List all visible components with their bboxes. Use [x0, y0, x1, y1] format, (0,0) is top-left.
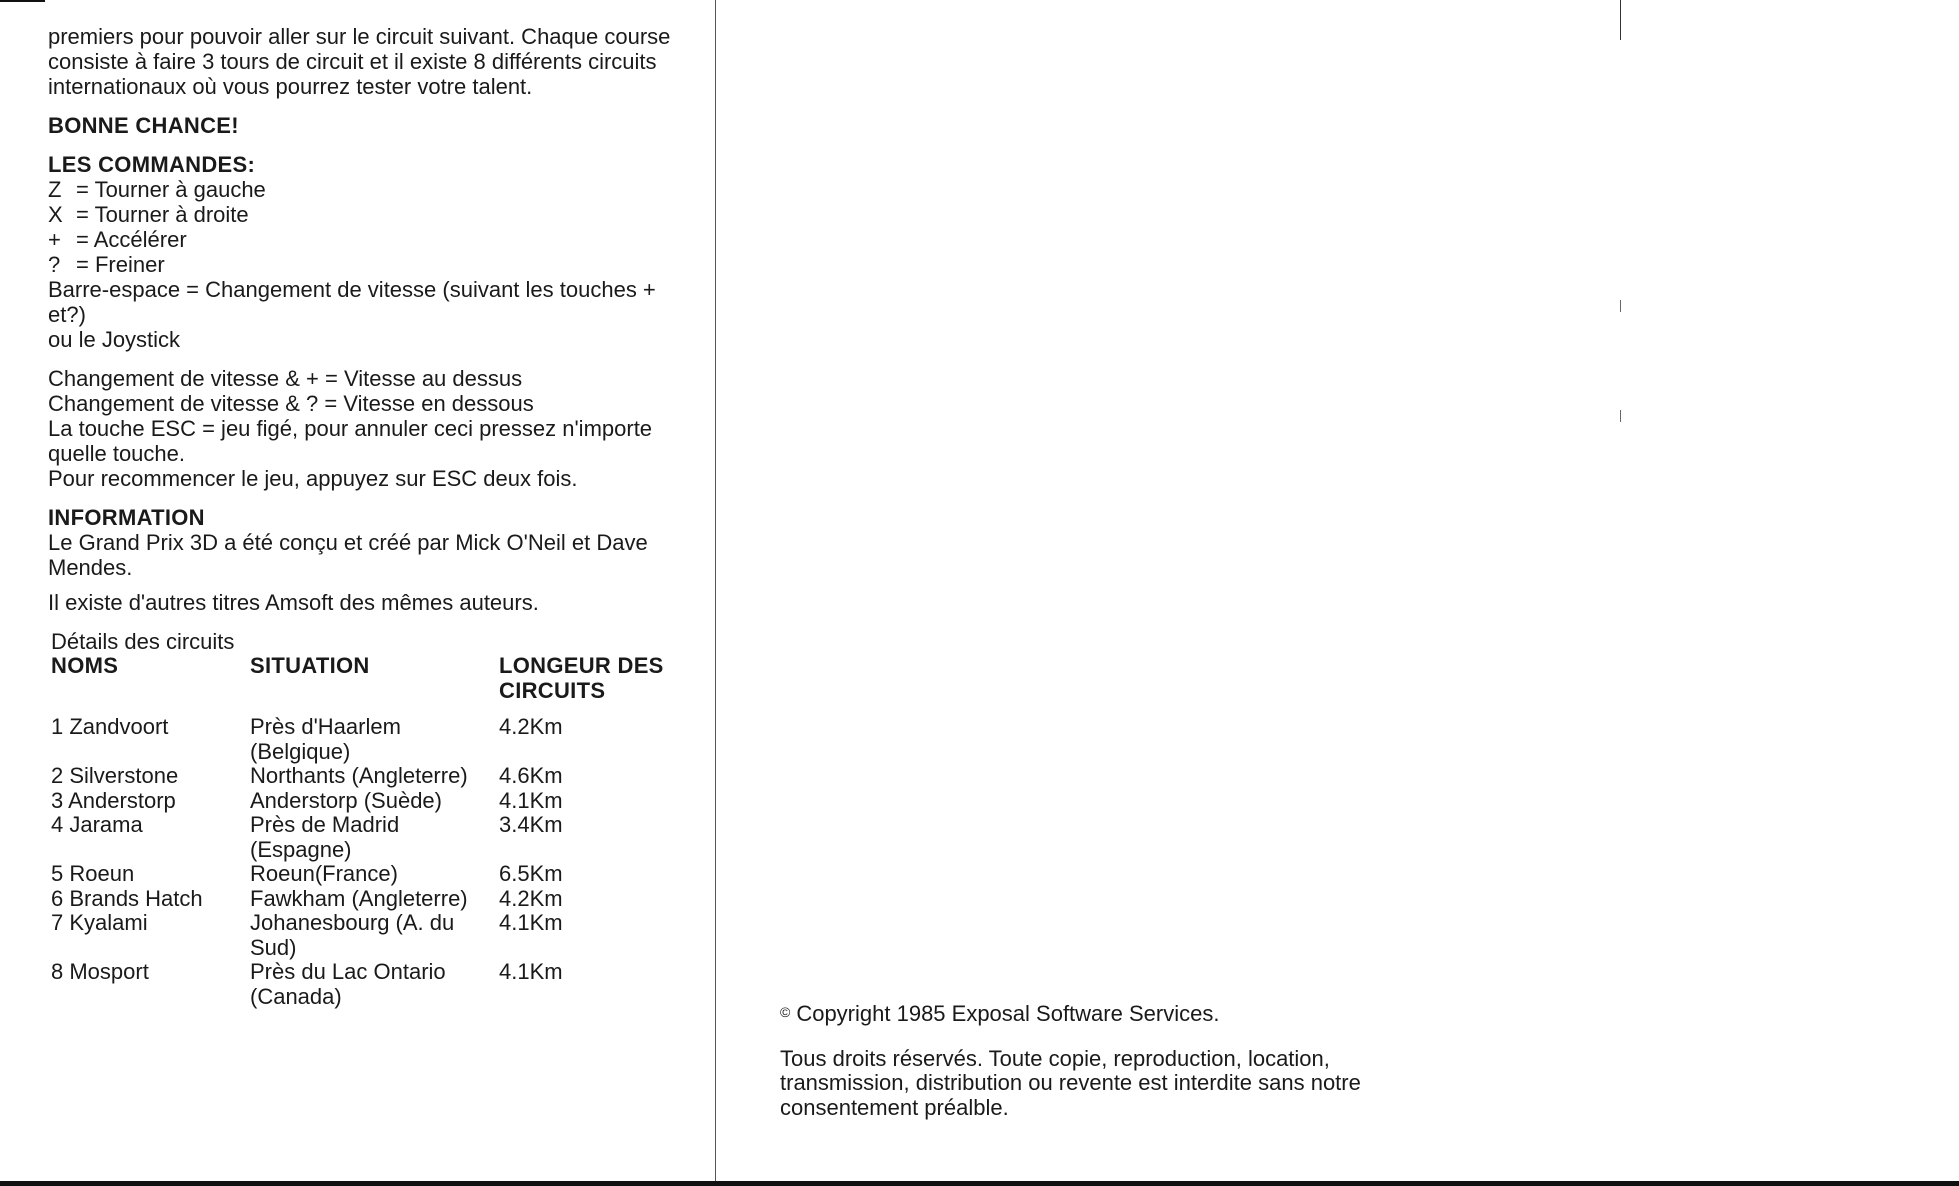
- table-row: [51, 862, 699, 887]
- circuits-section: [51, 629, 708, 1009]
- circuit-name: 7 Kyalami: [51, 910, 148, 935]
- gear-up-line: Changement de vitesse & + = Vitesse au dessus: [48, 366, 523, 391]
- left-page: [48, 24, 708, 1009]
- other-titles-text: Il existe d'autres titres Amsoft des mêmes auteurs.: [48, 590, 539, 615]
- commands-list: [48, 177, 708, 277]
- column-header-situation: SITUATION: [250, 653, 370, 678]
- copyright-text: Copyright 1985 Exposal Software Services.: [796, 1001, 1220, 1026]
- circuit-name: 5 Roeun: [51, 861, 135, 886]
- command-text: = Tourner à gauche: [76, 177, 266, 202]
- circuit-name: 2 Silverstone: [51, 763, 179, 788]
- command-key: +: [48, 227, 61, 252]
- table-row: [51, 789, 699, 814]
- command-item: [48, 202, 708, 227]
- commands-heading: LES COMMANDES:: [48, 152, 256, 177]
- command-item: [48, 177, 708, 202]
- esc-line: La touche ESC = jeu figé, pour annuler ceci pressez n'importe quelle touche.: [48, 416, 653, 466]
- joystick-text: ou le Joystick: [48, 327, 181, 352]
- table-row: [51, 715, 699, 764]
- circuit-length: 3.4Km: [499, 812, 563, 837]
- scan-edge-bottom: [0, 1181, 1959, 1186]
- circuit-situation: Northants (Angleterre): [250, 763, 468, 788]
- table-row: [51, 911, 699, 960]
- circuit-situation: Près d'Haarlem (Belgique): [250, 714, 401, 764]
- circuit-name: 3 Anderstorp: [51, 787, 176, 813]
- table-header-row: [51, 654, 699, 715]
- circuit-length: 4.1Km: [499, 910, 563, 935]
- circuit-name: 4 Jarama: [51, 812, 143, 837]
- table-row: [51, 960, 699, 1009]
- circuit-situation: Près du Lac Ontario (Canada): [250, 959, 446, 1009]
- table-row: [51, 887, 699, 912]
- information-text: Le Grand Prix 3D a été conçu et créé par Mick O'Neil et Dave Mendes.: [48, 530, 648, 580]
- command-text: = Tourner à droite: [76, 202, 249, 227]
- page-fold-divider: [715, 0, 717, 1181]
- copyright-symbol: ©: [780, 1004, 791, 1020]
- page-fold-mark: [1620, 0, 1621, 40]
- circuit-length: 4.1Km: [499, 959, 563, 984]
- command-key: X: [48, 202, 63, 227]
- copyright-line: [780, 1000, 1440, 1027]
- command-text: = Freiner: [76, 252, 165, 277]
- fold-tick: [1620, 410, 1621, 422]
- information-heading: INFORMATION: [48, 505, 205, 530]
- command-key: ?: [48, 252, 61, 277]
- circuit-length: 4.2Km: [499, 714, 563, 739]
- right-page: [780, 1000, 1440, 1120]
- circuit-situation: Johanesbourg (A. du Sud): [250, 910, 455, 960]
- fold-tick: [1620, 300, 1621, 312]
- circuit-situation: Près de Madrid (Espagne): [250, 812, 400, 862]
- circuit-name: 6 Brands Hatch: [51, 885, 203, 911]
- circuits-table: [51, 654, 699, 1009]
- gear-down-line: Changement de vitesse & ? = Vitesse en dessous: [48, 391, 534, 416]
- scan-edge-top: [0, 0, 45, 2]
- command-text: = Accélérer: [76, 227, 187, 252]
- circuit-name: 8 Mosport: [51, 959, 149, 984]
- circuit-length: 6.5Km: [499, 861, 563, 886]
- rights-reserved-text: Tous droits réservés. Toute copie, reproduction, location, transmission, distribution ou revente est interdite sans notre consentement préalble.: [780, 1045, 1361, 1120]
- circuit-situation: Anderstorp (Suède): [250, 787, 442, 813]
- table-row: [51, 813, 699, 862]
- column-header-names: NOMS: [51, 653, 119, 678]
- circuit-length: 4.6Km: [499, 763, 563, 788]
- circuit-name: 1 Zandvoort: [51, 714, 169, 739]
- intro-paragraph: premiers pour pouvoir aller sur le circuit suivant. Chaque course consiste à faire 3 tours de circuit et il existe 8 différents circuits internationaux où vous pourrez tester votre talent.: [48, 24, 671, 99]
- column-header-length: LONGEUR DES CIRCUITS: [499, 653, 664, 703]
- circuit-situation: Roeun(France): [250, 861, 398, 886]
- command-item: [48, 252, 708, 277]
- space-bar-text: Barre-espace = Changement de vitesse (suivant les touches + et?): [48, 277, 656, 327]
- table-row: [51, 764, 699, 789]
- command-item: [48, 227, 708, 252]
- circuit-situation: Fawkham (Angleterre): [250, 885, 468, 911]
- circuit-length: 4.2Km: [499, 885, 563, 911]
- good-luck-heading: BONNE CHANCE!: [48, 113, 239, 138]
- restart-line: Pour recommencer le jeu, appuyez sur ESC deux fois.: [48, 466, 578, 491]
- command-key: Z: [48, 177, 62, 202]
- circuits-title: Détails des circuits: [51, 629, 235, 654]
- gear-instructions: [48, 366, 688, 491]
- circuit-length: 4.1Km: [499, 787, 563, 813]
